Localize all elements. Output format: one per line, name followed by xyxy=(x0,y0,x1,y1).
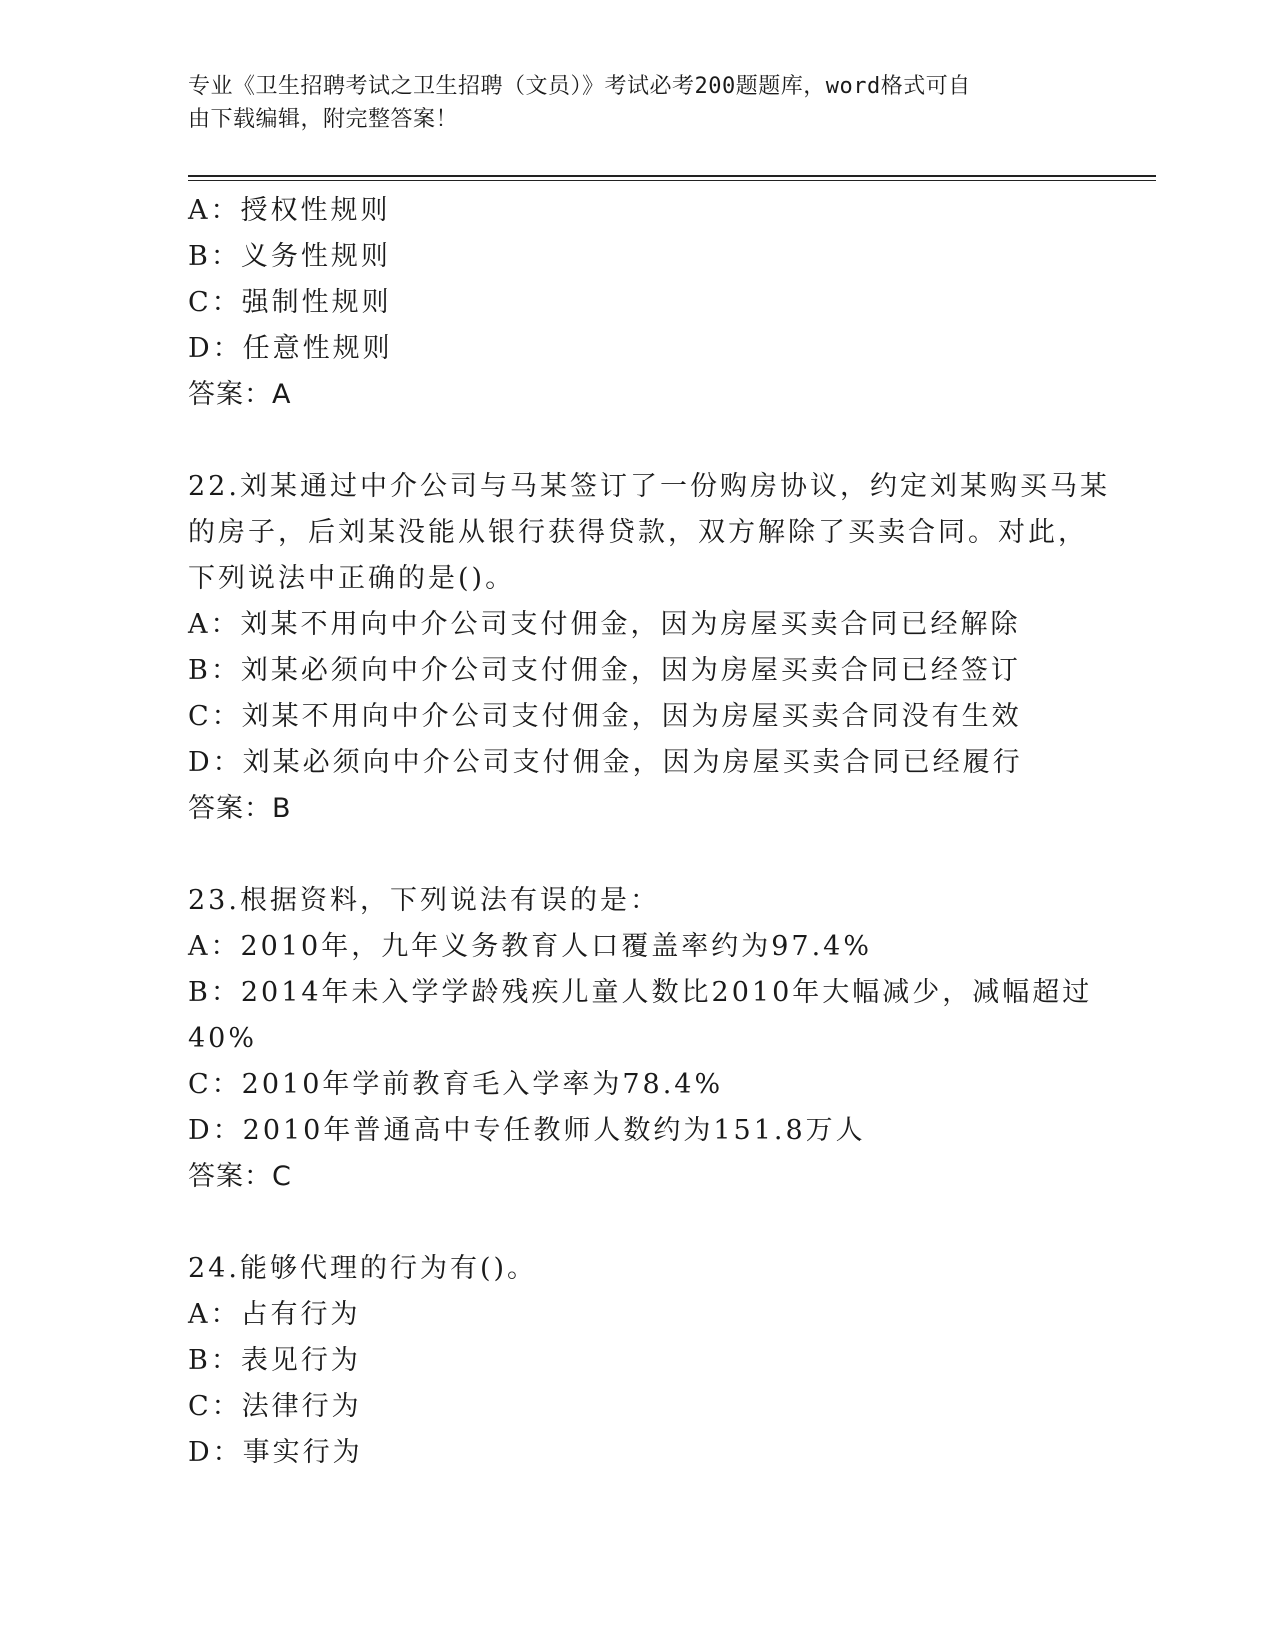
question-stem: 24.能够代理的行为有()。 xyxy=(188,1253,538,1284)
header-rule-thick xyxy=(188,175,1156,177)
spacer xyxy=(188,1200,1108,1246)
option-c: C：2010年学前教育毛入学率为78.4% xyxy=(188,1069,724,1100)
question-21 xyxy=(188,188,1108,418)
question-stem: 23.根据资料，下列说法有误的是： xyxy=(188,885,660,916)
answer-label: 答案：B xyxy=(188,793,292,824)
question-stem-line: 的房子，后刘某没能从银行获得贷款，双方解除了买卖合同。对此， xyxy=(188,517,1088,548)
option-b: B：义务性规则 xyxy=(188,241,391,272)
spacer xyxy=(188,418,1108,464)
option-c: C：强制性规则 xyxy=(188,287,392,318)
question-stem-line: 22.刘某通过中介公司与马某签订了一份购房协议，约定刘某购买马某 xyxy=(188,471,1110,502)
option-a: A：占有行为 xyxy=(188,1299,361,1330)
option-c: C：刘某不用向中介公司支付佣金，因为房屋买卖合同没有生效 xyxy=(188,701,1022,732)
option-b: B：2014年未入学学龄残疾儿童人数比2010年大幅减少，减幅超过 xyxy=(188,977,1093,1008)
answer-label: 答案：A xyxy=(188,379,292,410)
spacer xyxy=(188,832,1108,878)
document-header xyxy=(188,70,1088,136)
question-stem-line: 下列说法中正确的是()。 xyxy=(188,563,516,594)
question-23 xyxy=(188,878,1108,1200)
option-d: D：刘某必须向中介公司支付佣金，因为房屋买卖合同已经履行 xyxy=(188,747,1023,778)
option-d: D：任意性规则 xyxy=(188,333,393,364)
header-line-1: 专业《卫生招聘考试之卫生招聘（文员）》考试必考200题题库，word格式可自 xyxy=(188,74,971,99)
option-a: A：刘某不用向中介公司支付佣金，因为房屋买卖合同已经解除 xyxy=(188,609,1021,640)
option-b: B：刘某必须向中介公司支付佣金，因为房屋买卖合同已经签订 xyxy=(188,655,1021,686)
option-c: C：法律行为 xyxy=(188,1391,362,1422)
option-a: A：授权性规则 xyxy=(188,195,391,226)
answer-label: 答案：C xyxy=(188,1161,292,1192)
option-b-continued: 40% xyxy=(188,1023,258,1054)
option-a: A：2010年，九年义务教育人口覆盖率约为97.4% xyxy=(188,931,872,962)
question-list xyxy=(188,188,1108,1476)
header-line-2: 由下载编辑，附完整答案！ xyxy=(188,107,459,132)
option-d: D：事实行为 xyxy=(188,1437,363,1468)
option-d: D：2010年普通高中专任教师人数约为151.8万人 xyxy=(188,1115,866,1146)
question-22 xyxy=(188,464,1108,832)
option-b: B：表见行为 xyxy=(188,1345,361,1376)
question-24 xyxy=(188,1246,1108,1476)
header-rule-thin xyxy=(188,180,1156,181)
